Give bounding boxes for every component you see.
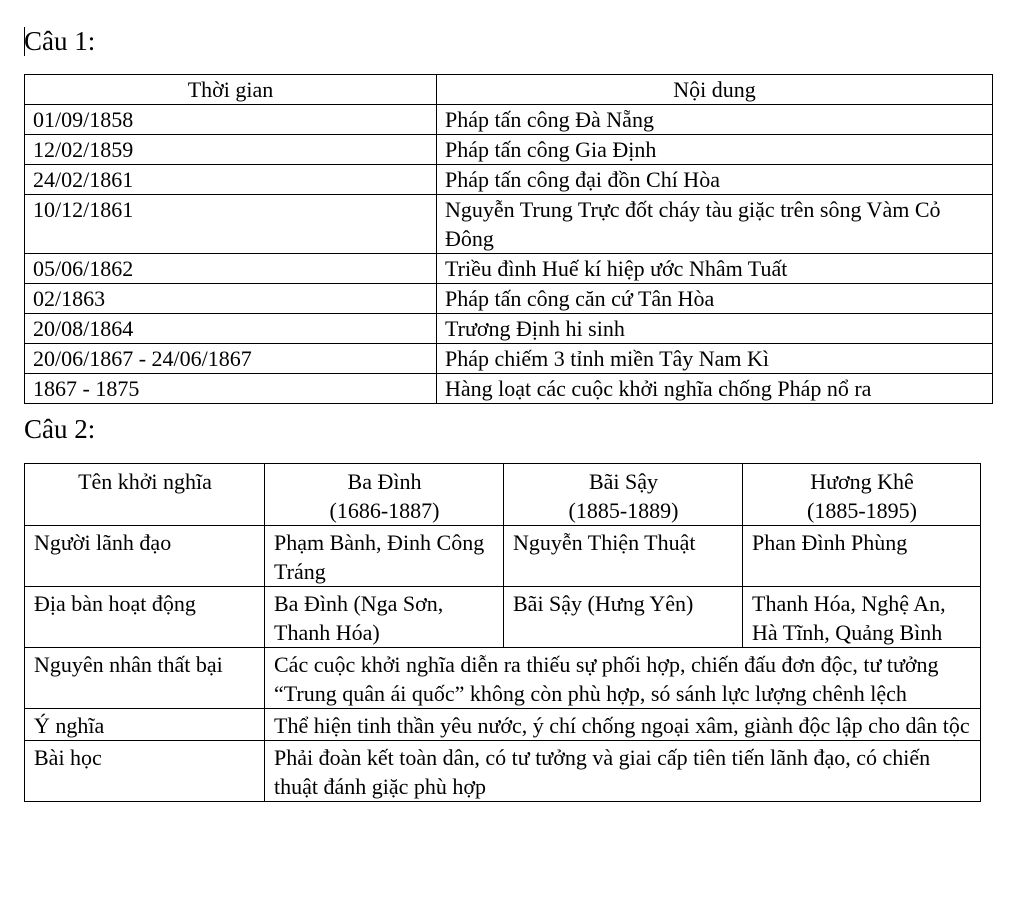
table-row: [25, 195, 993, 254]
time-cell: 01/09/1858: [25, 105, 437, 135]
table-row: [25, 284, 993, 314]
event-cell: Triều đình Huế kí hiệp ước Nhâm Tuất: [437, 254, 993, 284]
time-cell: 12/02/1859: [25, 135, 437, 165]
area-cell: Thanh Hóa, Nghệ An, Hà Tĩnh, Quảng Bình: [743, 587, 981, 648]
column-header-content: Nội dung: [437, 75, 993, 105]
uprising-years: (1686-1887): [329, 498, 440, 523]
time-cell: 02/1863: [25, 284, 437, 314]
uprising-name: Bãi Sậy: [588, 469, 659, 494]
area-cell: Ba Đình (Nga Sơn, Thanh Hóa): [265, 587, 504, 648]
row-label-significance: Ý nghĩa: [25, 709, 265, 741]
causes-row: [25, 648, 981, 709]
row-label-lessons: Bài học: [25, 741, 265, 802]
event-cell: Pháp tấn công đại đồn Chí Hòa: [437, 165, 993, 195]
uprisings-table: [24, 463, 981, 802]
table-row: [25, 254, 993, 284]
event-cell: Pháp chiếm 3 tỉnh miền Tây Nam Kì: [437, 344, 993, 374]
table-row: [25, 105, 993, 135]
timeline-table: [24, 74, 993, 404]
uprising-header: [743, 464, 981, 526]
table-header-row: [25, 75, 993, 105]
time-cell: 20/06/1867 - 24/06/1867: [25, 344, 437, 374]
uprising-header: [504, 464, 743, 526]
area-cell: Bãi Sậy (Hưng Yên): [504, 587, 743, 648]
leader-cell: Nguyễn Thiện Thuật: [504, 526, 743, 587]
event-cell: Trương Định hi sinh: [437, 314, 993, 344]
table-row: [25, 135, 993, 165]
lessons-cell: Phải đoàn kết toàn dân, có tư tưởng và giai cấp tiên tiến lãnh đạo, có chiến thuật đánh giặc phù hợp: [265, 741, 981, 802]
row-label-leaders: Người lãnh đạo: [25, 526, 265, 587]
leader-cell: Phạm Bành, Đinh Công Tráng: [265, 526, 504, 587]
event-cell: Pháp tấn công căn cứ Tân Hòa: [437, 284, 993, 314]
event-cell: Pháp tấn công Đà Nẵng: [437, 105, 993, 135]
uprising-header: [265, 464, 504, 526]
table-row: [25, 165, 993, 195]
event-cell: Nguyễn Trung Trực đốt cháy tàu giặc trên sông Vàm Cỏ Đông: [437, 195, 993, 254]
column-header-time: Thời gian: [25, 75, 437, 105]
uprising-name: Ba Đình: [347, 469, 422, 494]
time-cell: 05/06/1862: [25, 254, 437, 284]
time-cell: 10/12/1861: [25, 195, 437, 254]
time-cell: 24/02/1861: [25, 165, 437, 195]
row-label-uprising-name: Tên khởi nghĩa: [25, 464, 265, 526]
time-cell: 1867 - 1875: [25, 374, 437, 404]
row-label-causes: Nguyên nhân thất bại: [25, 648, 265, 709]
uprising-name: Hương Khê: [810, 469, 914, 494]
table-header-row: [25, 464, 981, 526]
significance-row: [25, 709, 981, 741]
table-row: [25, 374, 993, 404]
table-row: [25, 344, 993, 374]
areas-row: [25, 587, 981, 648]
event-cell: Hàng loạt các cuộc khởi nghĩa chống Pháp nổ ra: [437, 374, 993, 404]
uprising-years: (1885-1889): [568, 498, 679, 523]
row-label-areas: Địa bàn hoạt động: [25, 587, 265, 648]
significance-cell: Thể hiện tinh thần yêu nước, ý chí chống ngoại xâm, giành độc lập cho dân tộc: [265, 709, 981, 741]
leaders-row: [25, 526, 981, 587]
table-row: [25, 314, 993, 344]
uprising-years: (1885-1895): [807, 498, 917, 523]
lessons-row: [25, 741, 981, 802]
question-1-heading: Câu 1:: [24, 26, 96, 56]
question-2-heading: Câu 2:: [24, 414, 96, 444]
causes-cell: Các cuộc khởi nghĩa diễn ra thiếu sự phối hợp, chiến đấu đơn độc, tư tưởng “Trung quân ái quốc” không còn phù hợp, só sánh lực lượng chênh lệch: [265, 648, 981, 709]
event-cell: Pháp tấn công Gia Định: [437, 135, 993, 165]
leader-cell: Phan Đình Phùng: [743, 526, 981, 587]
time-cell: 20/08/1864: [25, 314, 437, 344]
